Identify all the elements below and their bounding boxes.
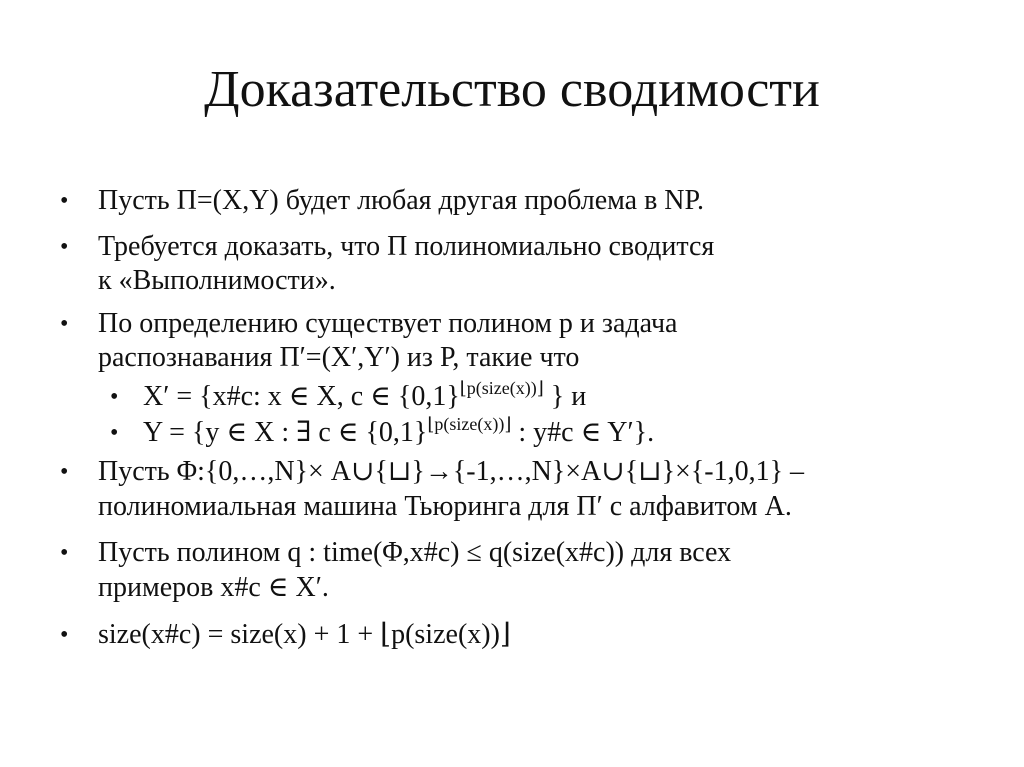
bullet-text-5b: примеров x#c ∈ X′. [98,572,329,603]
sub-bullet-1-exponent: ⌊p(size(x))⌋ [459,378,544,398]
bullet-text-6: size(x#c) = size(x) + 1 + ⌊p(size(x))⌋ [98,619,511,650]
bullet-icon: • [60,234,69,260]
bullet-icon: • [60,459,69,485]
bullet-text-4a: Пусть Φ:{0,…,N}× A∪{⊔}→{-1,…,N}×A∪{⊔}×{-1,0,1} – [98,456,805,487]
bullet-text-1: Пусть Π=(X,Y) будет любая другая проблема в NP. [98,185,704,216]
bullet-text-2a: Требуется доказать, что Π полиномиально сводится [98,231,715,262]
sub-bullet-2-exponent: ⌊p(size(x))⌋ [427,414,512,434]
bullet-text-4b: полиномиальная машина Тьюринга для Π′ с алфавитом A. [98,491,792,522]
slide-title: Доказательство сводимости [204,61,820,118]
bullet-text-3b: распознавания Π′=(X′,Y′) из P, такие что [98,342,580,373]
bullet-text-5a: Пусть полином q : time(Φ,x#c) ≤ q(size(x#c)) для всех [98,537,732,568]
bullet-icon: • [60,311,69,337]
sub-bullet-icon: • [110,420,119,446]
bullet-icon: • [60,540,69,566]
sub-bullet-1-main: X′ = {x#c: x ∈ X, c ∈ {0,1} [143,381,460,412]
bullet-text-3a: По определению существует полином p и задача [98,308,678,339]
bullet-icon: • [60,188,69,214]
sub-bullet-1-end: } и [543,381,587,412]
bullet-text-2b: к «Выполнимости». [98,265,336,296]
sub-bullet-text-2 [143,416,654,452]
bullet-icon: • [60,622,69,648]
sub-bullet-2-end: : y#c ∈ Y′}. [511,417,655,448]
sub-bullet-icon: • [110,384,119,410]
sub-bullet-text-1 [143,380,586,416]
sub-bullet-2-main: Y = {y ∈ X : ∃ c ∈ {0,1} [143,417,428,448]
